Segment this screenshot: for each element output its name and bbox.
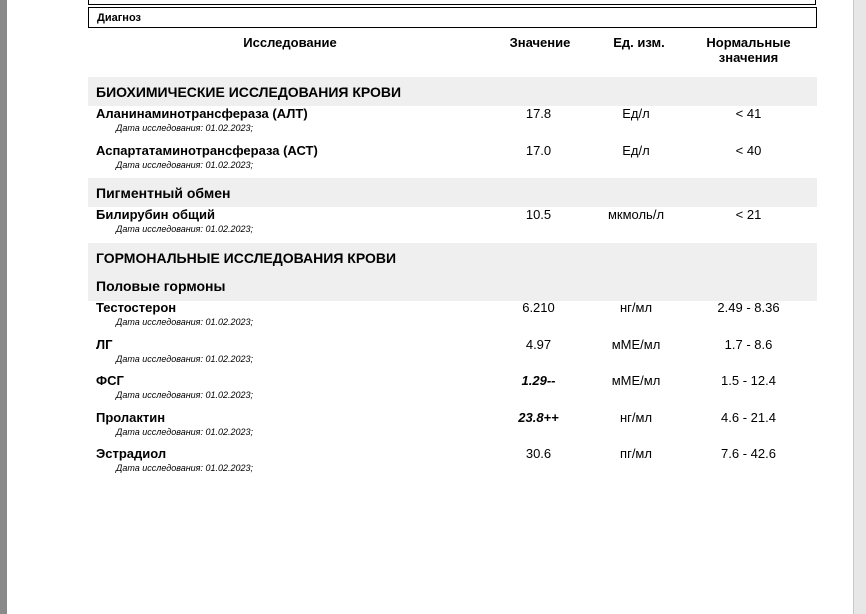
test-norm: 1.7 - 8.6 (724, 337, 773, 352)
test-value-flagged: 23.8++ (518, 410, 559, 425)
test-name: Аланинаминотрансфераза (АЛТ) (96, 106, 308, 121)
test-norm: 7.6 - 42.6 (721, 446, 776, 461)
test-date: Дата исследования: 01.02.2023; (116, 463, 254, 473)
test-date: Дата исследования: 01.02.2023; (116, 390, 254, 400)
table-row (7, 106, 853, 142)
test-name: Билирубин общий (96, 207, 215, 222)
test-value: 17.8 (525, 106, 552, 121)
column-header-value: Значение (509, 35, 571, 50)
patient-info-box (88, 0, 816, 5)
test-value: 10.5 (525, 207, 552, 222)
subsection-title: Половые гормоны (96, 278, 226, 294)
test-name: Эстрадиол (96, 446, 167, 461)
test-date: Дата исследования: 01.02.2023; (116, 123, 254, 133)
test-value: 6.210 (522, 300, 555, 315)
column-header-norm: Нормальные значения (706, 35, 791, 65)
table-row (7, 300, 853, 336)
test-value: 17.0 (525, 143, 552, 158)
table-row (7, 410, 853, 446)
column-header-test: Исследование (243, 35, 337, 50)
test-norm: < 41 (735, 106, 762, 121)
section-title: БИОХИМИЧЕСКИЕ ИССЛЕДОВАНИЯ КРОВИ (96, 84, 402, 100)
test-unit: мкмоль/л (607, 207, 665, 222)
test-norm: 2.49 - 8.36 (717, 300, 780, 315)
section-title: ГОРМОНАЛЬНЫЕ ИССЛЕДОВАНИЯ КРОВИ (96, 250, 397, 266)
subsection-title: Пигментный обмен (96, 185, 231, 201)
table-row (7, 337, 853, 373)
test-name: ЛГ (96, 337, 113, 352)
test-date: Дата исследования: 01.02.2023; (116, 354, 254, 364)
test-unit: мМЕ/мл (611, 337, 661, 352)
test-value: 4.97 (525, 337, 552, 352)
test-date: Дата исследования: 01.02.2023; (116, 427, 254, 437)
table-row (7, 446, 853, 482)
test-unit: мМЕ/мл (611, 373, 661, 388)
test-unit: Ед/л (622, 143, 650, 158)
diagnosis-field: Диагноз (88, 7, 817, 28)
test-unit: Ед/л (622, 106, 650, 121)
column-header-unit: Ед. изм. (613, 35, 665, 50)
table-row (7, 373, 853, 409)
test-unit: нг/мл (619, 410, 653, 425)
test-norm: < 21 (735, 207, 762, 222)
test-unit: нг/мл (619, 300, 653, 315)
test-value: 30.6 (525, 446, 552, 461)
test-date: Дата исследования: 01.02.2023; (116, 160, 254, 170)
test-name: ФСГ (96, 373, 124, 388)
test-value-flagged: 1.29-- (521, 373, 556, 388)
test-norm: 1.5 - 12.4 (721, 373, 776, 388)
test-date: Дата исследования: 01.02.2023; (116, 224, 254, 234)
test-norm: < 40 (735, 143, 762, 158)
test-unit: пг/мл (620, 446, 652, 461)
table-row (7, 143, 853, 179)
test-name: Тестостерон (96, 300, 177, 315)
test-name: Пролактин (96, 410, 166, 425)
test-norm: 4.6 - 21.4 (721, 410, 776, 425)
report-page (7, 0, 853, 614)
test-date: Дата исследования: 01.02.2023; (116, 317, 254, 327)
test-name: Аспартатаминотрансфераза (АСТ) (96, 143, 318, 158)
vertical-scrollbar[interactable] (853, 0, 866, 614)
table-row (7, 207, 853, 243)
